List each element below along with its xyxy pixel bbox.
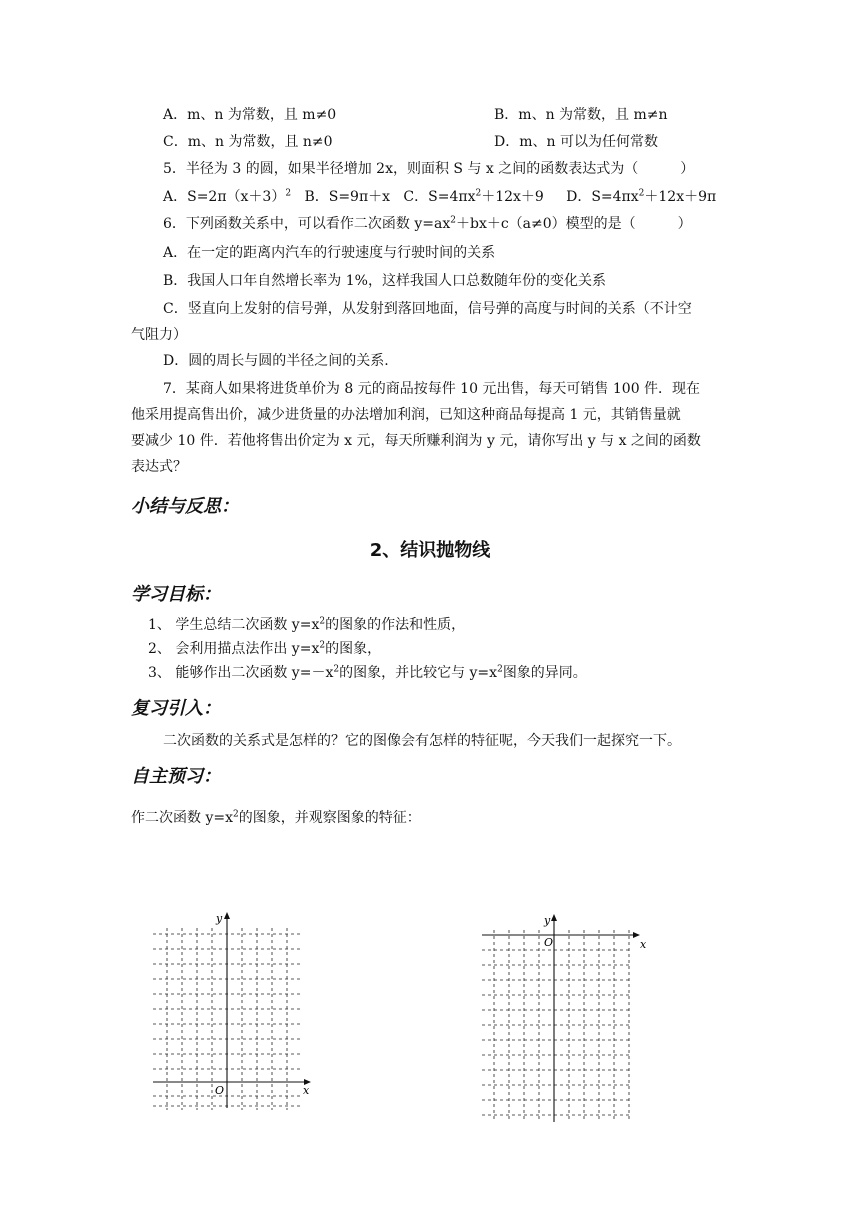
right-origin-label: O — [544, 936, 554, 949]
goal-item-3: 3、 能够作出二次函数 $y=-x^2$的图象，并比较它与 $y=x^2$图象的异同。 — [148, 664, 587, 681]
summary-heading: 小结与反思： — [131, 496, 239, 517]
left-y-axis-label: y — [216, 912, 223, 925]
q6-stem: 6．下列函数关系中，可以看作二次函数 $y=ax^2+bx+c(a\ne 0)$模型的是（ ） — [163, 215, 692, 232]
q7-line1: 7．某商人如果将进货单价为 8 元的商品按每件 10 元出售，每天可销售 100 件．现在 — [163, 381, 701, 397]
q6-option-c-line2: 气阻力） — [131, 327, 187, 343]
preview-text: 作二次函数 $y=x^2$的图象，并观察图象的特征： — [131, 809, 421, 826]
q4-option-c: C．m、n 为常数，且 n≠0 — [163, 134, 333, 150]
q4-option-b: B．m、n 为常数，且 m≠n — [494, 107, 668, 123]
goals-heading: 学习目标： — [131, 584, 221, 605]
q4-option-a: A．m、n 为常数，且 m≠0 — [163, 107, 337, 123]
q5-stem: 5．半径为 3 的圆，如果半径增加 2x，则面积 S 与 x 之间的函数表达式为（ ） — [163, 161, 695, 177]
q6-option-d: D．圆的周长与圆的半径之间的关系. — [163, 353, 389, 369]
q7-line3: 要减少 10 件．若他将售出价定为 x 元，每天所赚利润为 y 元，请你写出 y 与 x 之间的函数 — [131, 433, 701, 449]
left-origin-label: O — [215, 1084, 225, 1097]
coordinate-grid-left — [145, 910, 325, 1115]
q6-option-b: B．我国人口年自然增长率为 1%，这样我国人口总数随年份的变化关系 — [163, 273, 606, 289]
section-title: 2、结识抛物线 — [369, 540, 491, 561]
left-x-axis-label: x — [303, 1084, 310, 1097]
q7-line4: 表达式？ — [131, 459, 187, 475]
goal-item-2: 2、 会利用描点法作出 $y=x^2$的图象， — [148, 640, 382, 657]
q6-option-a: A．在一定的距离内汽车的行驶速度与行驶时间的关系 — [163, 245, 496, 261]
right-y-axis-label: y — [544, 914, 551, 927]
right-x-axis-label: x — [640, 938, 647, 951]
q5-option-a: A．$S=2\pi(x+3)^2$ — [163, 188, 292, 205]
q5-option-d: D．$S=4\pi x^2+12x+9\pi$ — [566, 188, 717, 205]
q4-option-d: D．m、n 可以为任何常数 — [494, 134, 658, 150]
coordinate-grid-right — [478, 912, 658, 1124]
q5-option-c: C．$S=4\pi x^2+12x+9$ — [403, 188, 544, 205]
review-text: 二次函数的关系式是怎样的？它的图像会有怎样的特征呢，今天我们一起探究一下。 — [163, 733, 681, 749]
q5-option-b: B．S=9π＋x — [304, 189, 391, 205]
preview-heading: 自主预习： — [131, 766, 221, 787]
review-heading: 复习引入： — [131, 698, 221, 719]
q5-options — [163, 188, 716, 206]
q7-line2: 他采用提高售出价，减少进货量的办法增加利润，已知这种商品每提高 1 元，其销售量就 — [131, 407, 681, 423]
q6-option-c-line1: C．竖直向上发射的信号弹，从发射到落回地面，信号弹的高度与时间的关系（不计空 — [163, 301, 692, 317]
goal-item-1: 1、 学生总结二次函数 $y=x^2$的图象的作法和性质， — [148, 616, 466, 633]
